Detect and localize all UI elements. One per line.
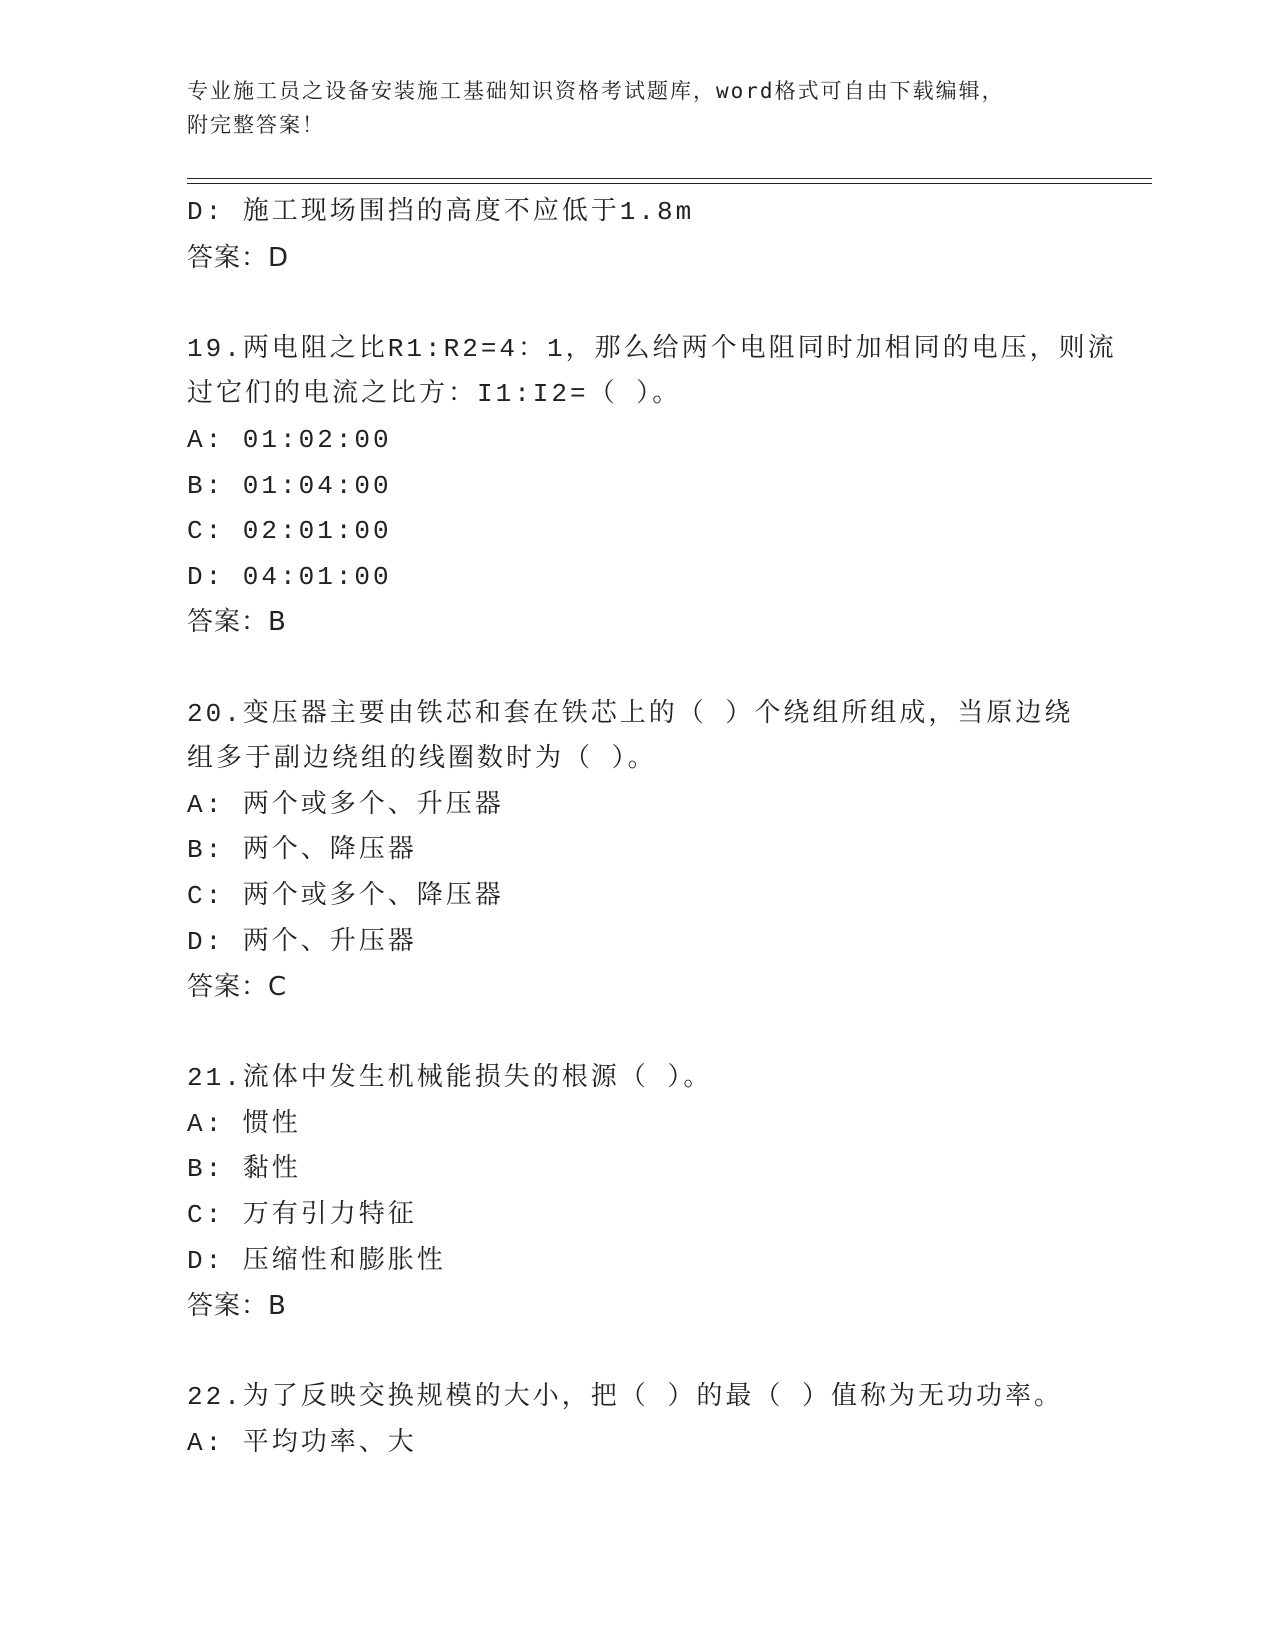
option-b: B: 黏性 — [187, 1154, 301, 1185]
option-c: C: 02:01:00 — [187, 516, 392, 547]
header-divider-bottom — [187, 183, 1152, 184]
option-a: A: 两个或多个、升压器 — [187, 789, 504, 820]
question-stem: 20.变压器主要由铁芯和套在铁芯上的（ ）个绕组所组成，当原边绕 — [187, 698, 1074, 729]
question-20 — [187, 692, 1107, 1011]
option-a: A: 惯性 — [187, 1108, 301, 1139]
question-stem-continued: 组多于副边绕组的线圈数时为（ ）。 — [187, 744, 657, 775]
option-d: D: 施工现场围挡的高度不应低于1.8m — [187, 197, 695, 227]
option-c: C: 两个或多个、降压器 — [187, 880, 504, 911]
document-header — [187, 74, 1087, 142]
question-stem: 21.流体中发生机械能损失的根源（ ）。 — [187, 1063, 713, 1094]
question-stem: 19.两电阻之比R1:R2=4：1，那么给两个电阻同时加相同的电压，则流 — [187, 333, 1117, 364]
answer-line: 答案：D — [187, 242, 290, 273]
question-22 — [187, 1375, 1107, 1466]
answer-line: 答案：B — [187, 1291, 287, 1322]
spacer — [187, 1330, 1107, 1376]
question-18 — [187, 190, 1107, 281]
option-c: C: 万有引力特征 — [187, 1200, 417, 1231]
spacer — [187, 1011, 1107, 1057]
option-a: A: 01:02:00 — [187, 424, 392, 455]
question-stem-continued: 过它们的电流之比方：I1:I2=（ ）。 — [187, 379, 682, 410]
option-b: B: 两个、降压器 — [187, 835, 417, 866]
question-21 — [187, 1056, 1107, 1330]
header-line-2: 附完整答案！ — [187, 113, 325, 137]
answer-line: 答案：B — [187, 607, 287, 638]
header-line-1: 专业施工员之设备安装施工基础知识资格考试题库，word格式可自由下载编辑， — [187, 79, 1005, 103]
spacer — [187, 281, 1107, 327]
question-19 — [187, 327, 1117, 646]
option-d: D: 压缩性和膨胀性 — [187, 1245, 446, 1276]
option-d: D: 04:01:00 — [187, 561, 392, 592]
spacer — [187, 646, 1107, 692]
question-stem: 22.为了反映交换规模的大小，把（ ）的最（ ）值称为无功功率。 — [187, 1382, 1064, 1413]
header-divider-top — [187, 178, 1152, 179]
option-b: B: 01:04:00 — [187, 470, 392, 501]
answer-line: 答案：C — [187, 972, 288, 1003]
option-d: D: 两个、升压器 — [187, 926, 417, 957]
option-a: A: 平均功率、大 — [187, 1428, 417, 1459]
question-content — [187, 190, 1117, 1467]
